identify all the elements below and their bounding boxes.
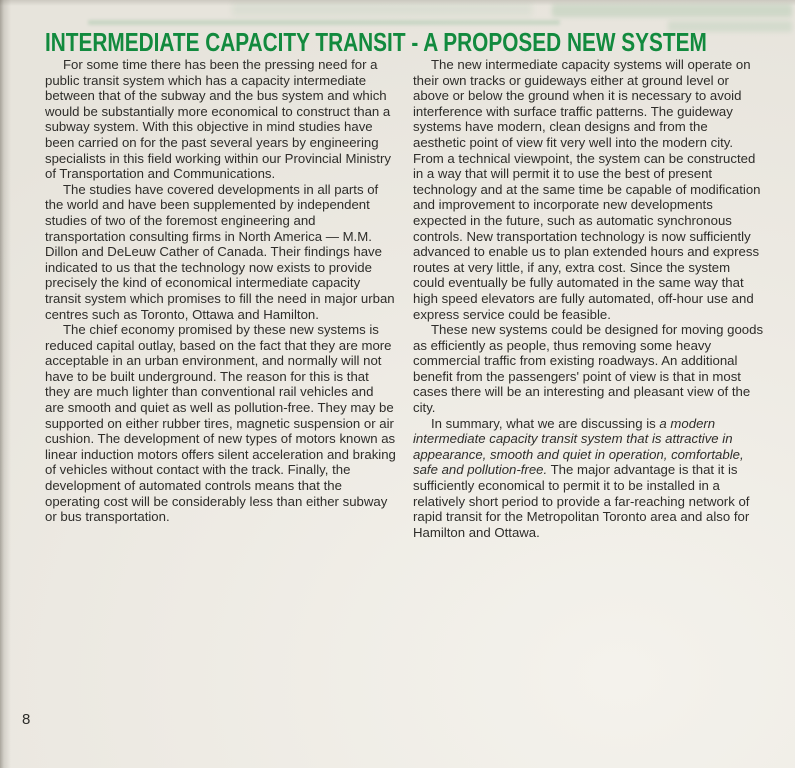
ghost-smudge: [232, 3, 532, 16]
right-column: [413, 57, 764, 540]
article-body: [45, 57, 764, 540]
ghost-smudge: [88, 20, 560, 25]
paragraph-chief-economy: The chief economy promised by these new systems is reduced capital outlay, based on the fact that they are more acceptable in an urban environment, and normally will not have to be built underground. The reason for this is that they are much lighter than conventional rail vehicles and are smooth and quiet as well as pollution-free. They may be supported on either rubber tires, magnetic suspension or air cushion. The development of new types of motors known as linear induction motors offers silent acceleration and braking of vehicles without contact with the track. Finally, the development of automated controls means that the operating cost will be considerably less than either subway or bus transportation.: [45, 322, 396, 525]
summary-tail: The major advantage is that it is sufficiently economical to permit it to be installed in a relatively short period to provide a far-reaching network of rapid transit for the Metropolitan Toronto area and also for Hamilton and Ottawa.: [413, 462, 750, 540]
page-number: 8: [22, 711, 31, 728]
summary-lead: In summary, what we are discussing is: [431, 415, 660, 431]
paragraph-new-systems-operate: The new intermediate capacity systems will operate on their own tracks or guideways either at ground level or above or below the ground when it is necessary to avoid interference with surface traffic patterns. The guideway systems have modern, clean designs and from the aesthetic point of view fit very well into the modern city. From a technical viewpoint, the system can be constructed in a way that will permit it to use the best of present technology and at the same time be capable of modification and improvement to incorporate new developments expected in the future, such as automatic synchronous controls. New transportation technology is now sufficiently advanced to enable us to plan extended hours and express routes at very little, if any, extra cost. Since the system could eventually be fully automated in the same way that high speed elevators are fully automated, off-hour use and express service could be feasible.: [413, 57, 761, 322]
paragraph-moving-goods: These new systems could be designed for moving goods as efficiently as people, thus removing some heavy commercial traffic from existing roadways. An additional benefit from the passengers' point of view is that in most cases there will be an interesting and pleasant view of the city.: [413, 322, 764, 416]
ghost-smudge: [552, 4, 792, 17]
paragraph-pressing-need: For some time there has been the pressing need for a public transit system which has a capacity intermediate between that of the subway and the bus system and which would be substantially more economical to construct than a subway system. With this objective in mind studies have been carried on for the past several years by engineering specialists in this field working within our Provincial Ministry of Transportation and Communications.: [45, 57, 391, 182]
paragraph-studies: The studies have covered developments in all parts of the world and have been supplemented by independent studies of two of the foremost engineering and transportation consulting firms in North America — M.M. Dillon and DeLeuw Cather of Canada. Their findings have indicated to us that the technology now exists to provide precisely the kind of economical intermediate capacity transit system which promises to fill the need in major urban centres such as Toronto, Ottawa and Hamilton.: [45, 181, 395, 322]
page-title: INTERMEDIATE CAPACITY TRANSIT - A PROPOSED NEW SYSTEM: [45, 27, 707, 57]
paragraph-summary: [413, 416, 764, 541]
summary-italic: a modern intermediate capacity transit system that is attractive in appearance, smooth and quiet in operation, comfortable, safe and pollution-free.: [413, 415, 744, 478]
left-column: [45, 57, 396, 540]
